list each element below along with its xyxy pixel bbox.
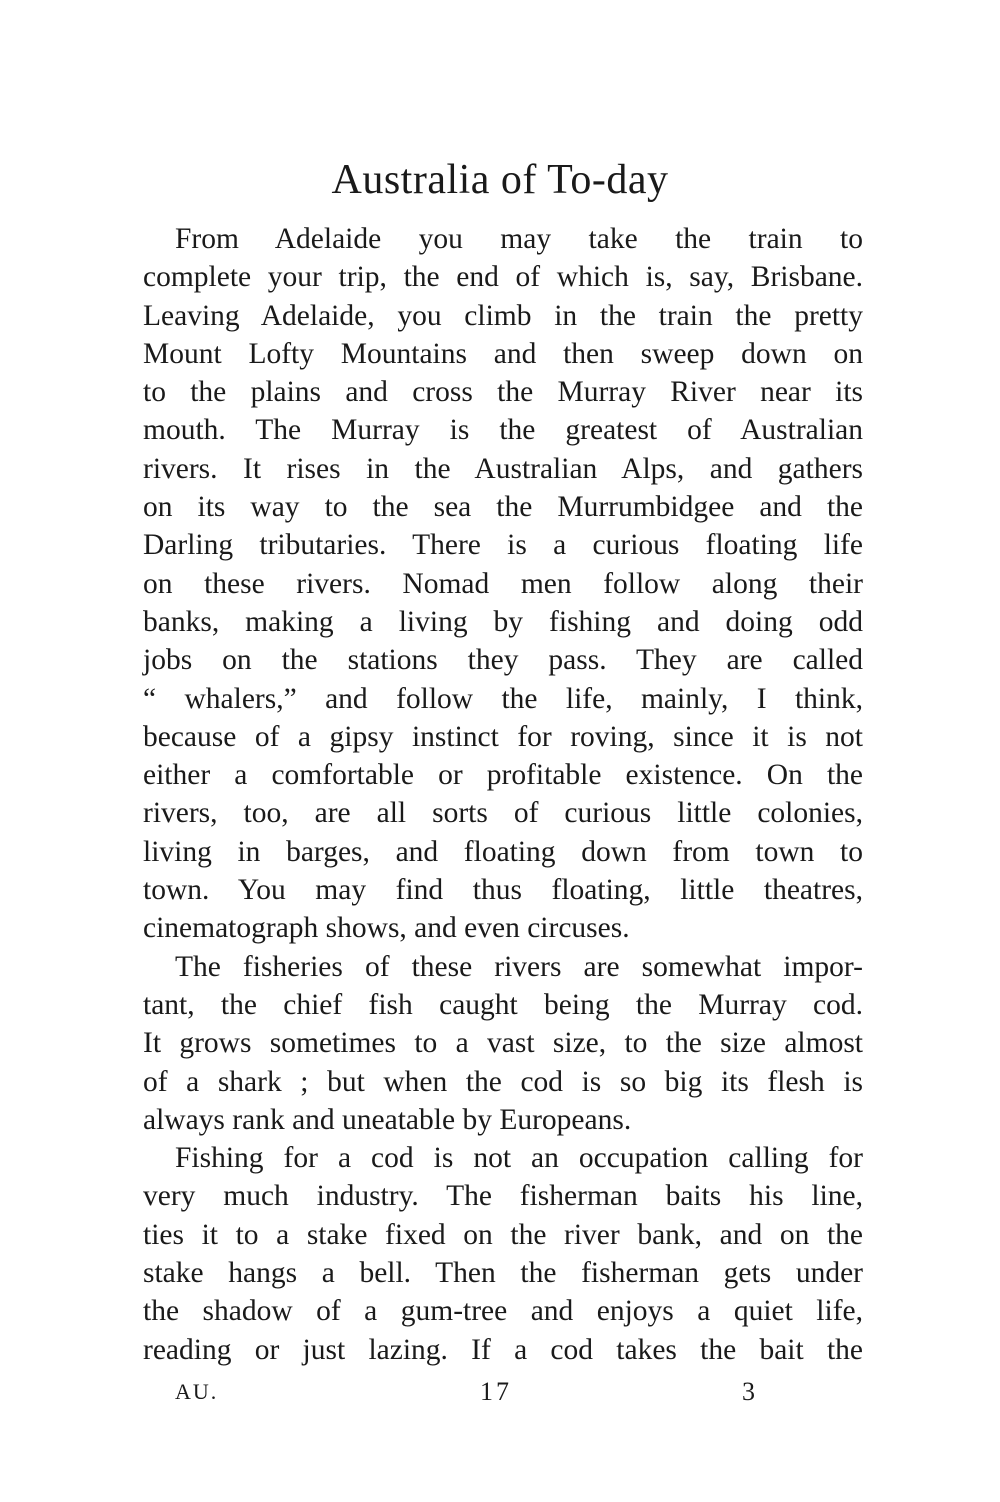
text-line: on its way to the sea the Murrumbidgee and the [143,491,863,524]
text-line: From Adelaide you may take the train to [175,223,863,255]
text-line: either a comfortable or profitable existence. On the [143,759,863,792]
text-line: rivers. It rises in the Australian Alps, and gathers [143,452,863,485]
text-line: cinematograph shows, and even circuses. [143,912,630,945]
body-text [143,220,863,1369]
text-line: Leaving Adelaide, you climb in the train the pretty [143,299,863,332]
text-line: jobs on the stations they pass. They are called [143,644,863,677]
text-line: Mount Lofty Mountains and then sweep down on [143,337,863,370]
text-line: the shadow of a gum-tree and enjoys a quiet life, [143,1295,863,1328]
text-line: ties it to a stake fixed on the river bank, and on the [143,1218,863,1251]
text-line: very much industry. The fisherman baits his line, [143,1180,863,1213]
text-line: It grows sometimes to a vast size, to the size almost [143,1027,863,1060]
text-line: “ whalers,” and follow the life, mainly, I think, [143,682,863,715]
text-line: town. You may find thus floating, little theatres, [143,874,863,907]
text-line: The fisheries of these rivers are somewhat impor- [175,950,863,983]
running-head: Australia of To-day [331,157,669,203]
text-line: Darling tributaries. There is a curious floating life [143,529,863,562]
text-line: Fishing for a cod is not an occupation calling for [175,1142,863,1175]
text-line: always rank and uneatable by Europeans. [143,1103,632,1136]
text-line: to the plains and cross the Murray River near its [143,376,863,409]
text-line: tant, the chief fish caught being the Murray cod. [143,988,863,1021]
text-line: banks, making a living by fishing and doing odd [143,605,863,638]
text-line: of a shark ; but when the cod is so big its flesh is [143,1065,863,1098]
text-line: mouth. The Murray is the greatest of Australian [143,414,863,447]
text-line: living in barges, and floating down from town to [143,835,863,868]
page-footer [0,1372,1000,1412]
text-line: reading or just lazing. If a cod takes the bait the [143,1333,863,1366]
text-line: stake hangs a bell. Then the fisherman gets under [143,1257,863,1290]
signature-mark: AU. [175,1379,219,1404]
text-line: on these rivers. Nomad men follow along their [143,567,863,600]
gathering-number: 3 [742,1377,755,1406]
text-line: complete your trip, the end of which is, say, Brisbane. [143,261,863,294]
text-line: because of a gipsy instinct for roving, since it is not [143,720,863,753]
text-line: rivers, too, are all sorts of curious little colonies, [143,797,863,830]
page-number: 17 [480,1377,512,1406]
